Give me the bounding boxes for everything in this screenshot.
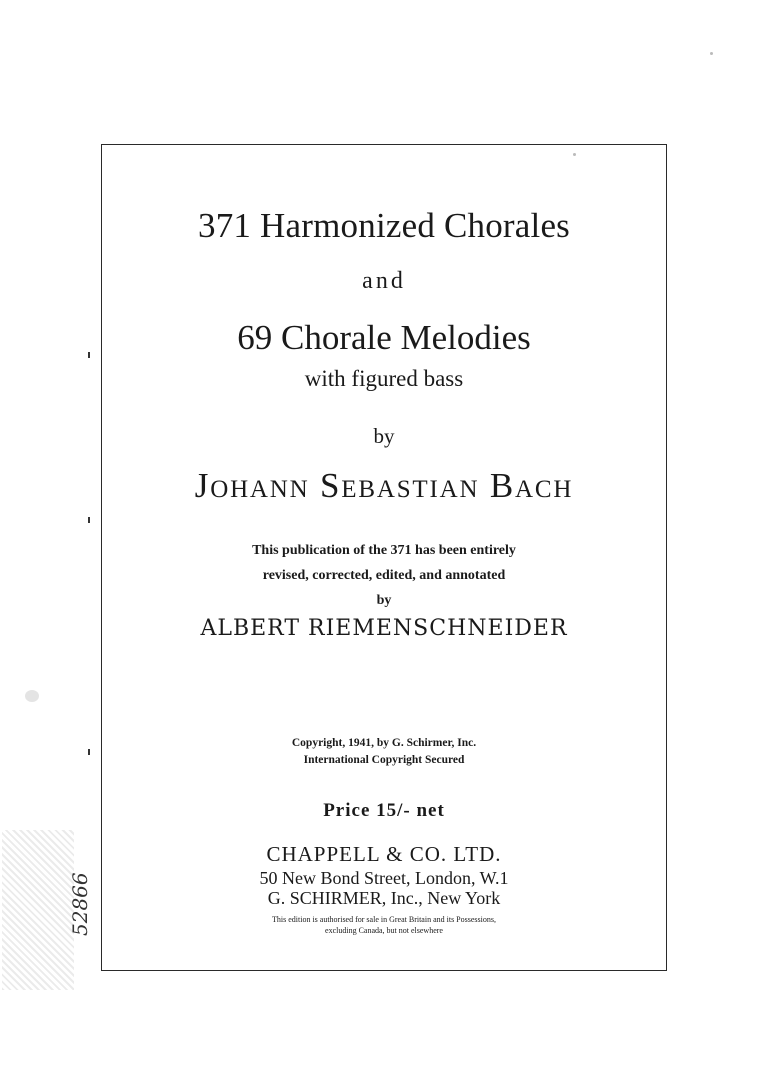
scan-edge-mark [88,352,90,358]
title-line-2: 69 Chorale Melodies [237,318,531,357]
scan-speck [25,690,39,702]
scan-edge-mark [88,749,90,755]
editorial-note-line-2: revised, corrected, edited, and annotated [262,568,506,583]
copyright-line-2: International Copyright Secured [303,754,465,766]
title-subtitle: with figured bass [304,366,464,391]
price: Price 15/- net [323,800,445,821]
title-conjunction: and [362,268,406,294]
fine-print-line-2: excluding Canada, but not elsewhere [325,926,443,935]
scan-edge-mark [88,517,90,523]
editor-name: ALBERT RIEMENSCHNEIDER [200,616,568,641]
library-stamp-smudge [2,830,74,990]
copyright-line-1: Copyright, 1941, by G. Schirmer, Inc. [291,737,477,749]
editorial-note-line-1: This publication of the 371 has been entirely [252,543,516,558]
publisher-address: 50 New Bond Street, London, W.1 [259,868,509,888]
scan-speck [710,52,713,55]
composer-by: by [373,424,395,448]
scan-speck [573,153,576,156]
publisher-distributor: G. SCHIRMER, Inc., New York [267,888,501,908]
fine-print-line-1: This edition is authorised for sale in Great Britain and its Possessions, [272,915,496,924]
handwritten-accession-number: 52866 [68,872,92,936]
composer-name: Johann Sebastian Bach [194,466,574,505]
editor-by: by [376,593,392,608]
publisher-name: CHAPPELL & CO. LTD. [266,842,502,866]
title-line-1: 371 Harmonized Chorales [198,206,570,245]
